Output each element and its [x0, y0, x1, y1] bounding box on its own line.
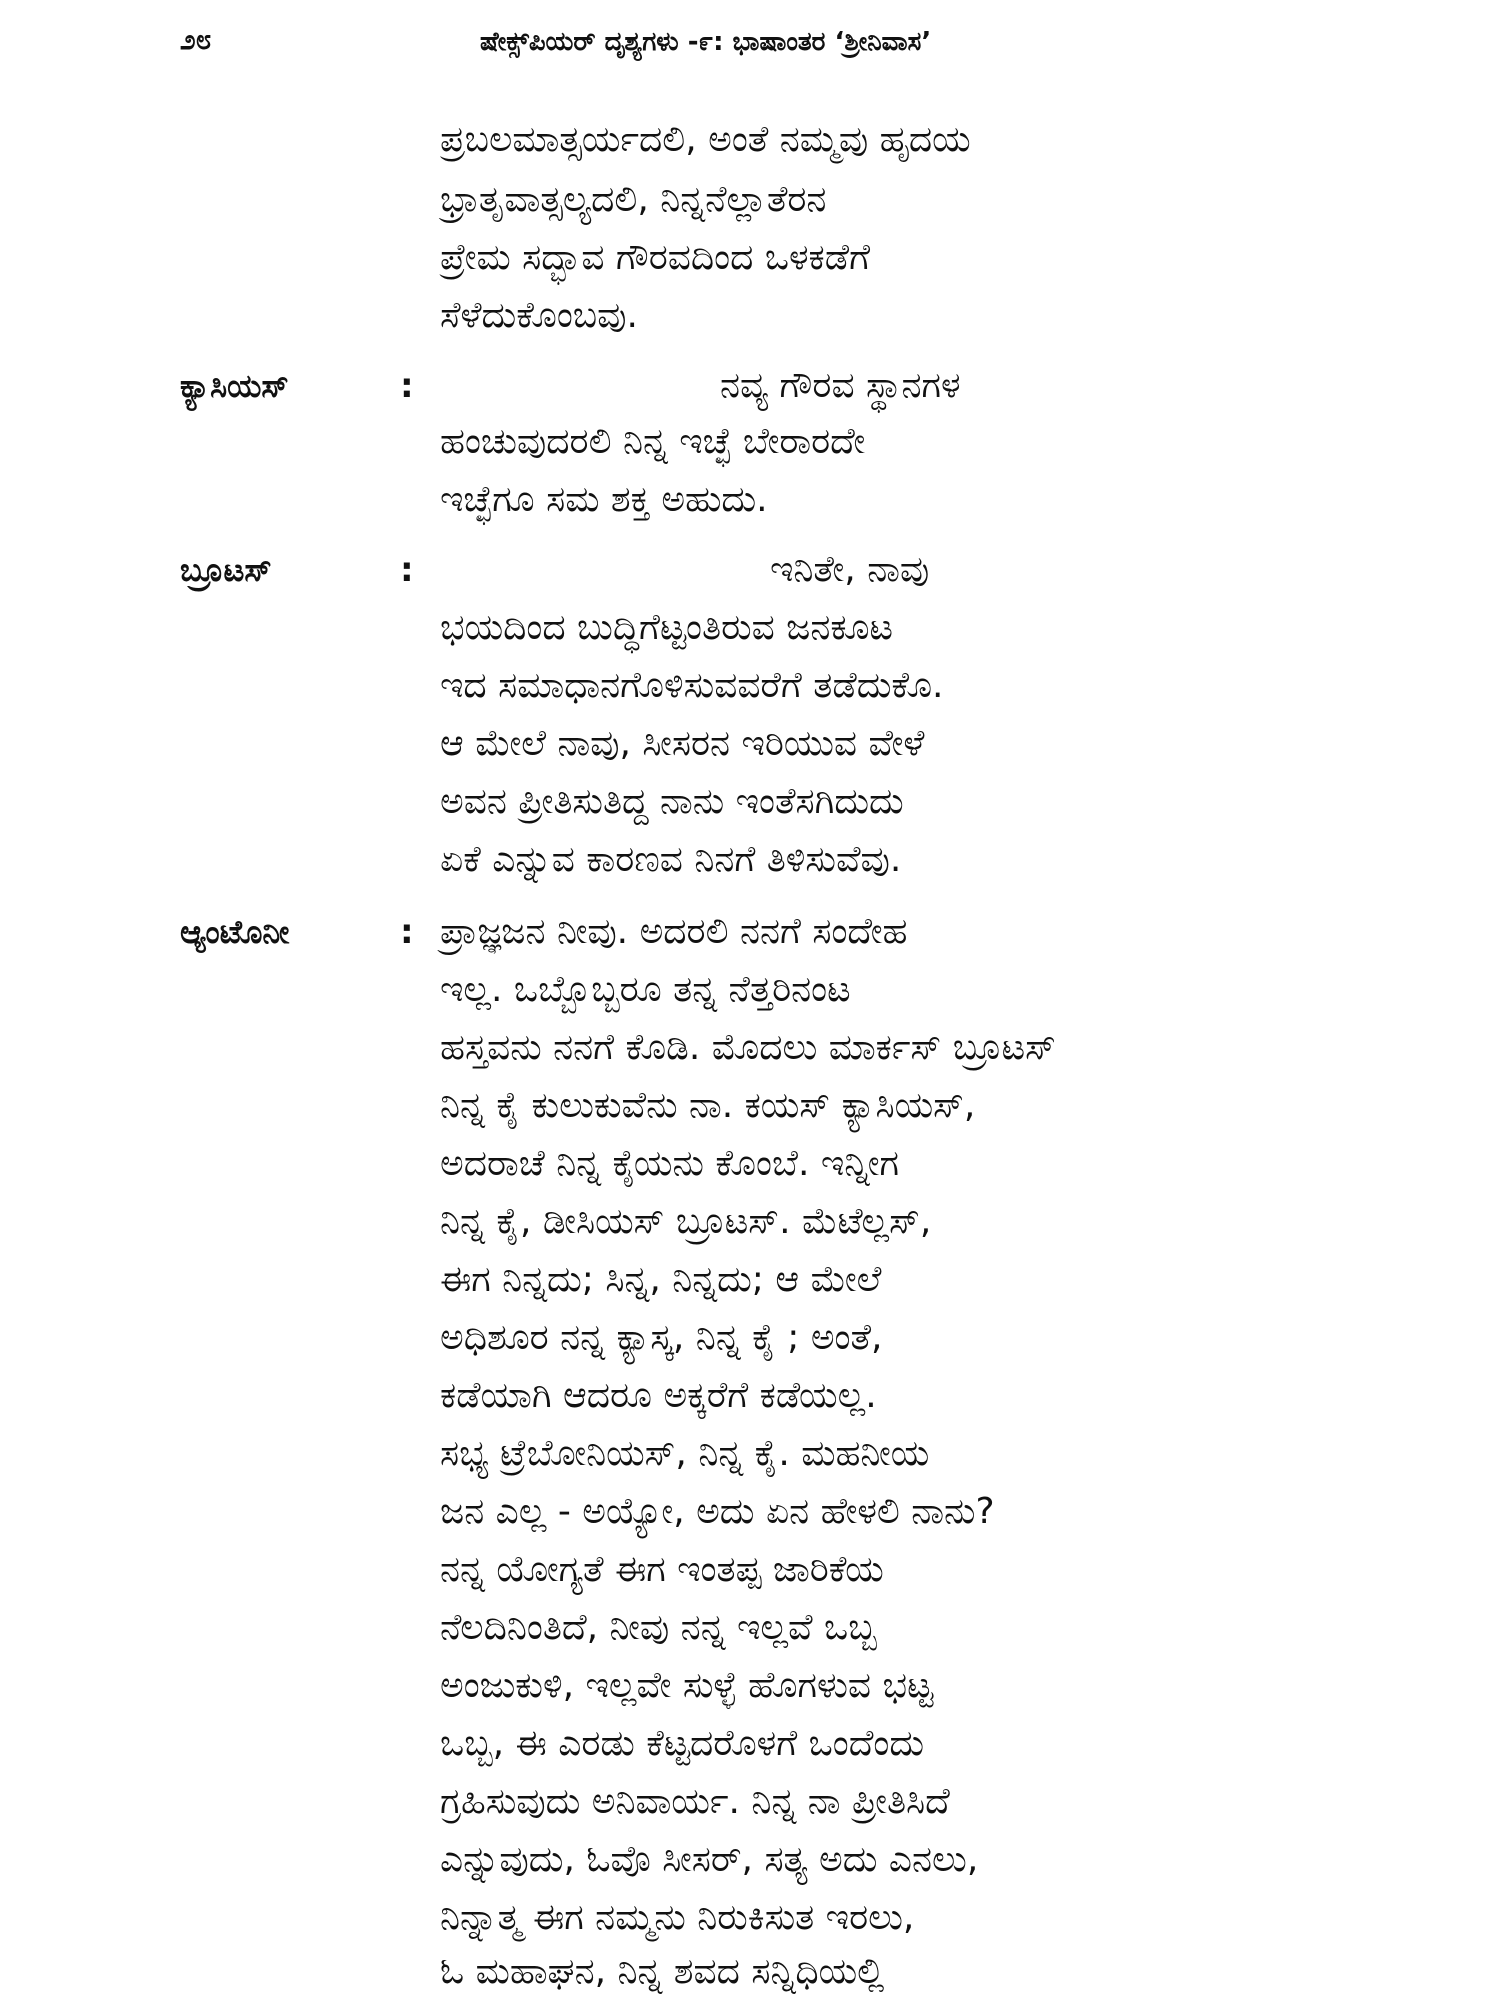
verse-line: ನಿನ್ನಾತ್ಮ ಈಗ ನಮ್ಮನು ನಿರುಕಿಸುತ ಇರಲು, — [440, 1897, 915, 1938]
verse-line: ನಿನ್ನ ಕೈ, ಡೀಸಿಯಸ್ ಬ್ರೂಟಸ್. ಮೆಟೆಲ್ಲಸ್, — [440, 1201, 932, 1242]
verse-line: ಅದರಾಚೆ ನಿನ್ನ ಕೈಯನು ಕೊಂಬೆ. ಇನ್ನೀಗ — [440, 1143, 899, 1184]
verse-line: ಅಂಜುಕುಳಿ, ಇಲ್ಲವೇ ಸುಳ್ಳೆ ಹೊಗಳುವ ಭಟ್ಟ — [440, 1665, 934, 1706]
running-header: ಷೇಕ್ಸ್‌ಪಿಯರ್ ದೃಶ್ಯಗಳು -೯: ಭಾಷಾಂತರ ‘ಶ್ರೀನಿವಾಸ’ — [480, 27, 932, 57]
verse-line: ಓ ಮಹಾಘನ, ನಿನ್ನ ಶವದ ಸನ್ನಿಧಿಯಲ್ಲಿ — [440, 1951, 885, 1992]
speaker-name: ಬ್ರೂಟಸ್ — [180, 551, 272, 589]
verse-line: ಪ್ರೇಮ ಸದ್ಭಾವ ಗೌರವದಿಂದ ಒಳಕಡೆಗೆ — [440, 237, 871, 278]
speaker-colon: : — [400, 550, 414, 590]
verse-line: ಅವನ ಪ್ರೀತಿಸುತಿದ್ದ ನಾನು ಇಂತೆಸಗಿದುದು — [440, 781, 904, 822]
verse-line: ಆ ಮೇಲೆ ನಾವು, ಸೀಸರನ ಇರಿಯುವ ವೇಳೆ — [440, 723, 925, 764]
verse-line: ನನ್ನ ಯೋಗ್ಯತೆ ಈಗ ಇಂತಪ್ಪ ಜಾರಿಕೆಯ — [440, 1549, 884, 1590]
verse-line: ಈಗ ನಿನ್ನದು; ಸಿನ್ನ, ನಿನ್ನದು; ಆ ಮೇಲೆ — [440, 1259, 882, 1300]
verse-line: ನೆಲದಿನಿಂತಿದೆ, ನೀವು ನನ್ನ ಇಲ್ಲವೆ ಒಬ್ಬ — [440, 1607, 877, 1648]
speaker-name: ಆ್ಯಂಟೊನೀ — [180, 913, 290, 951]
verse-line: ನವ್ಯ ಗೌರವ ಸ್ಥಾನಗಳ — [720, 365, 961, 406]
verse-line: ಹಸ್ತವನು ನನಗೆ ಕೊಡಿ. ಮೊದಲು ಮಾರ್ಕಸ್ ಬ್ರೂಟಸ್ — [440, 1027, 1056, 1068]
speaker-colon: : — [400, 366, 414, 406]
speaker-colon: : — [400, 912, 414, 952]
verse-line: ಸಭ್ಯ ಟ್ರೆಬೋನಿಯಸ್, ನಿನ್ನ ಕೈ. ಮಹನೀಯ — [440, 1433, 930, 1474]
verse-line: ಸೆಳೆದುಕೊಂಬವು. — [440, 295, 638, 336]
verse-line: ಹಂಚುವುದರಲಿ ನಿನ್ನ ಇಚ್ಛೆ ಬೇರಾರದೇ — [440, 421, 866, 462]
verse-line: ಎನ್ನುವುದು, ಓವೊ ಸೀಸರ್, ಸತ್ಯ ಅದು ಎನಲು, — [440, 1839, 979, 1880]
verse-line: ಏಕೆ ಎನ್ನುವ ಕಾರಣವ ನಿನಗೆ ತಿಳಿಸುವೆವು. — [440, 839, 902, 880]
verse-line: ಭಯದಿಂದ ಬುದ್ಧಿಗೆಟ್ಟಂತಿರುವ ಜನಕೂಟ — [440, 607, 894, 648]
verse-line: ಇಲ್ಲ. ಒಬ್ಬೊಬ್ಬರೂ ತನ್ನ ನೆತ್ತರಿನಂಟ — [440, 969, 851, 1010]
verse-line: ಇನಿತೇ, ನಾವು — [770, 549, 930, 590]
verse-line: ಪ್ರಬಲಮಾತ್ಸರ್ಯದಲಿ, ಅಂತೆ ನಮ್ಮವು ಹೃದಯ — [440, 119, 971, 160]
verse-line: ಪ್ರಾಜ್ಞಜನ ನೀವು. ಅದರಲಿ ನನಗೆ ಸಂದೇಹ — [440, 911, 908, 952]
speaker-name: ಕ್ಯಾಸಿಯಸ್ — [180, 367, 289, 405]
verse-line: ಅಧಿಶೂರ ನನ್ನ ಕ್ಯಾಸ್ಕ, ನಿನ್ನ ಕೈ ; ಅಂತೆ, — [440, 1317, 883, 1358]
verse-line: ನಿನ್ನ ಕೈ ಕುಲುಕುವೆನು ನಾ. ಕಯಸ್ ಕ್ಯಾಸಿಯಸ್, — [440, 1085, 976, 1126]
page-number: ೨೮ — [180, 23, 212, 56]
verse-line: ಇಚ್ಛೆಗೂ ಸಮ ಶಕ್ತ ಅಹುದು. — [440, 479, 768, 520]
verse-line: ಗ್ರಹಿಸುವುದು ಅನಿವಾರ್ಯ. ನಿನ್ನ ನಾ ಪ್ರೀತಿಸಿದೆ — [440, 1781, 950, 1822]
verse-line: ಇದ ಸಮಾಧಾನಗೊಳಿಸುವವರೆಗೆ ತಡೆದುಕೊ. — [440, 665, 944, 706]
verse-line: ಕಡೆಯಾಗಿ ಆದರೂ ಅಕ್ಕರೆಗೆ ಕಡೆಯಲ್ಲ. — [440, 1375, 877, 1416]
verse-line: ಜನ ಎಲ್ಲ - ಅಯ್ಯೋ, ಅದು ಏನ ಹೇಳಲಿ ನಾನು? — [440, 1491, 995, 1532]
verse-line: ಒಬ್ಬ, ಈ ಎರಡು ಕೆಟ್ಟದರೊಳಗೆ ಒಂದೆಂದು — [440, 1723, 925, 1764]
verse-line: ಭ್ರಾತೃವಾತ್ಸಲ್ಯದಲಿ, ನಿನ್ನನೆಲ್ಲಾತೆರನ — [440, 179, 827, 220]
